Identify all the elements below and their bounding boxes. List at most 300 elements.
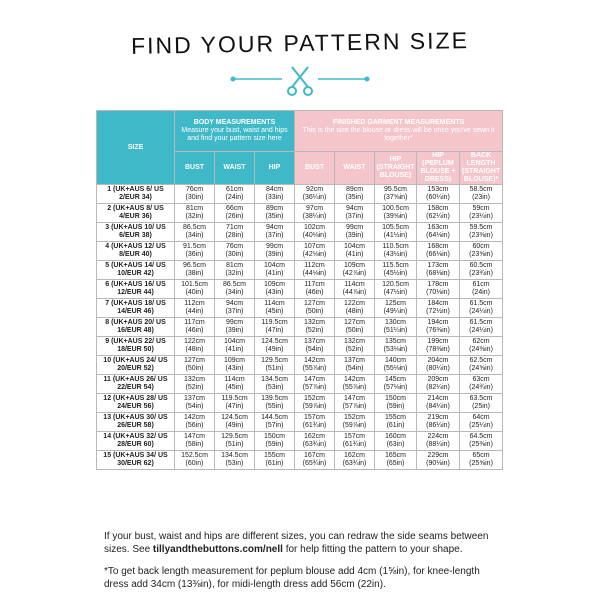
measurement-cm: 117cm: [184, 319, 205, 326]
measurement-in: (52in): [185, 384, 204, 391]
measurement-cm: 125cm: [385, 300, 407, 307]
measurement-in: (55⅞in): [342, 384, 367, 391]
measurement-cell: [295, 394, 335, 413]
measurement-in: (57⅛in): [383, 384, 408, 391]
measurement-cell: [295, 432, 335, 451]
measurement-cell: [460, 261, 503, 280]
measurement-cell: [295, 299, 335, 318]
table-row: [97, 204, 503, 223]
measurement-in: (23in): [472, 194, 490, 201]
measurement-in: (65¾in): [302, 460, 327, 467]
column-header: BUST: [175, 152, 215, 185]
body-measurements-desc: Measure your bust, waist and hips and find your pattern size here: [181, 127, 288, 142]
measurement-cell: [255, 318, 295, 337]
measurement-cell: [417, 394, 460, 413]
measurement-in: (50in): [345, 327, 364, 334]
measurement-in: (38¼in): [302, 213, 327, 220]
measurement-cm: 127cm: [183, 357, 205, 364]
measurement-cm: 104cm: [223, 338, 245, 345]
measurement-in: (53⅛in): [383, 346, 408, 353]
measurement-cell: [215, 185, 255, 204]
table-row: [97, 299, 503, 318]
measurement-in: (61¾in): [302, 422, 327, 429]
measurement-in: (61in): [265, 460, 284, 467]
measurement-in: (45in): [265, 308, 284, 315]
measurement-cell: [460, 223, 503, 242]
measurement-cm: 157cm: [304, 414, 326, 421]
measurement-cell: [295, 242, 335, 261]
measurement-in: (43in): [225, 365, 244, 372]
measurement-cm: 94cm: [225, 300, 244, 307]
measurement-cm: 229cm: [427, 452, 449, 459]
measurement-cm: 60.5cm: [469, 262, 493, 269]
measurement-in: (64⅛in): [426, 232, 450, 239]
measurement-in: (37in): [345, 213, 364, 220]
measurement-cm: 142cm: [304, 357, 326, 364]
measurement-in: (25⅝in): [469, 460, 493, 467]
measurement-cm: 86.5cm: [183, 224, 206, 231]
measurement-cell: [375, 318, 417, 337]
table-row: [97, 394, 503, 413]
measurement-cm: 65cm: [472, 452, 490, 459]
measurement-cell: [255, 451, 295, 470]
measurement-cell: [215, 432, 255, 451]
measurement-cell: [175, 185, 215, 204]
measurement-cell: [335, 356, 375, 375]
measurement-cm: 101.5cm: [181, 281, 208, 288]
fitting-link[interactable]: tillyandthebuttons.com/nell: [152, 544, 283, 555]
measurement-cell: [255, 375, 295, 394]
table-row: [97, 432, 503, 451]
measurement-in: (24¾in): [469, 384, 493, 391]
measurement-in: (24¼in): [469, 327, 493, 334]
table-row: [97, 451, 503, 470]
measurement-cell: [460, 299, 503, 318]
table-body: [97, 185, 503, 470]
measurement-in: (41½in): [383, 232, 408, 239]
body-measurements-title: BODY MEASUREMENTS: [193, 119, 276, 126]
measurement-in: (48in): [345, 308, 364, 315]
measurement-cell: [255, 413, 295, 432]
size-label: 3 (UK+AUS 10/ US 6/EUR 38): [97, 223, 175, 242]
measurement-cm: 132cm: [183, 376, 205, 383]
measurement-cell: [175, 280, 215, 299]
measurement-cm: 167cm: [304, 452, 326, 459]
measurement-cm: 135cm: [385, 338, 407, 345]
measurement-cm: 92cm: [305, 186, 324, 193]
measurement-cell: [215, 223, 255, 242]
measurement-cell: [417, 204, 460, 223]
measurement-cm: 163cm: [427, 224, 449, 231]
measurement-in: (59in): [265, 441, 284, 448]
body-measurements-header: [175, 111, 295, 152]
measurement-in: (56in): [185, 422, 204, 429]
measurement-cell: [215, 261, 255, 280]
measurement-cm: 96.5cm: [183, 262, 206, 269]
measurement-in: (46in): [305, 289, 324, 296]
measurement-cell: [335, 223, 375, 242]
measurement-in: (82¼in): [426, 384, 450, 391]
measurement-in: (24⅜in): [469, 346, 493, 353]
column-header: HIP (PEPLUM BLOUSE + DRESS): [417, 152, 460, 185]
measurement-cm: 60cm: [472, 243, 490, 250]
measurement-cm: 214cm: [427, 395, 449, 402]
measurement-cell: [417, 356, 460, 375]
measurement-cm: 150cm: [385, 395, 407, 402]
measurement-cm: 204cm: [427, 357, 449, 364]
measurement-cell: [460, 432, 503, 451]
measurement-in: (37in): [265, 232, 284, 239]
measurement-cell: [255, 280, 295, 299]
measurement-in: (35in): [265, 213, 284, 220]
measurement-cell: [335, 261, 375, 280]
measurement-cell: [295, 356, 335, 375]
measurement-cm: 124.5cm: [221, 414, 248, 421]
measurement-cm: 122cm: [344, 300, 366, 307]
measurement-cell: [375, 280, 417, 299]
measurement-cell: [175, 318, 215, 337]
page-title: FIND YOUR PATTERN SIZE: [130, 27, 470, 59]
measurement-in: (59⅞in): [302, 403, 327, 410]
measurement-cell: [215, 413, 255, 432]
measurement-cell: [215, 280, 255, 299]
measurement-in: (40⅛in): [302, 232, 327, 239]
table-row: [97, 337, 503, 356]
measurement-in: (40in): [185, 289, 204, 296]
measurement-in: (61in): [386, 422, 405, 429]
measurement-cm: 64.5cm: [469, 433, 493, 440]
column-header: WAIST: [335, 152, 375, 185]
measurement-cell: [417, 337, 460, 356]
size-label: 4 (UK+AUS 12/ US 8/EUR 40): [97, 242, 175, 261]
measurement-in: (51in): [225, 441, 244, 448]
measurement-cm: 62cm: [472, 338, 490, 345]
measurement-in: (28in): [225, 232, 244, 239]
fitting-note-text: If your bust, waist and hips are different sizes, you can redraw the side seams between sizes. See: [104, 531, 489, 555]
measurement-in: (24⅝in): [469, 365, 493, 372]
table-row: [97, 413, 503, 432]
measurement-in: (25¼in): [469, 422, 493, 429]
measurement-in: (25⅜in): [469, 441, 493, 448]
measurement-in: (36in): [185, 251, 204, 258]
measurement-in: (70⅛in): [426, 289, 450, 296]
table-row: [97, 261, 503, 280]
measurement-in: (54in): [305, 346, 324, 353]
back-length-note: *To get back length measurement for peplum blouse add 4cm (1⅝in), for knee-length dress add 34cm (13⅜in), for midi-length dress add 56cm (22in).: [104, 566, 480, 590]
measurement-in: (51¼in): [383, 327, 408, 334]
size-label: 7 (UK+AUS 18/ US 14/EUR 46): [97, 299, 175, 318]
measurement-cell: [417, 299, 460, 318]
measurement-cm: 127cm: [304, 300, 326, 307]
measurement-cell: [295, 223, 335, 242]
measurement-cell: [375, 451, 417, 470]
measurement-cell: [175, 223, 215, 242]
measurement-cm: 117cm: [304, 281, 325, 288]
measurement-cm: 130cm: [385, 319, 407, 326]
measurement-cm: 168cm: [427, 243, 449, 250]
measurement-in: (24in): [225, 194, 244, 201]
measurement-in: (78⅜in): [426, 346, 450, 353]
measurement-cell: [417, 413, 460, 432]
measurement-in: (49in): [265, 346, 284, 353]
measurement-cell: [375, 299, 417, 318]
measurement-cell: [460, 204, 503, 223]
finished-garment-desc: This is the size the blouse or dress will be once you've sewn it together*: [302, 127, 495, 142]
measurement-in: (76⅜in): [426, 327, 450, 334]
measurement-cm: 134.5cm: [221, 452, 248, 459]
measurement-in: (80¼in): [426, 365, 450, 372]
measurement-in: (53in): [265, 384, 284, 391]
measurement-cm: 59cm: [472, 205, 490, 212]
measurement-cell: [335, 451, 375, 470]
table-row: [97, 280, 503, 299]
column-header: HIP (STRAIGHT BLOUSE): [375, 152, 417, 185]
measurement-cell: [215, 318, 255, 337]
measurement-cell: [215, 204, 255, 223]
measurement-cell: [295, 280, 335, 299]
measurement-in: (44⅞in): [342, 289, 367, 296]
fitting-note: [104, 530, 504, 556]
measurement-cm: 132cm: [344, 338, 366, 345]
measurement-cm: 137cm: [183, 395, 205, 402]
measurement-cell: [175, 337, 215, 356]
measurement-cell: [417, 261, 460, 280]
measurement-cm: 99cm: [345, 224, 364, 231]
size-label: 9 (UK+AUS 22/ US 18/EUR 50): [97, 337, 175, 356]
column-header: HIP: [255, 152, 295, 185]
measurement-in: (54in): [345, 365, 364, 372]
measurement-cm: 99cm: [265, 243, 284, 250]
measurement-cm: 109cm: [344, 262, 366, 269]
measurement-cell: [255, 261, 295, 280]
measurement-cm: 137cm: [304, 338, 326, 345]
measurement-cell: [335, 299, 375, 318]
measurement-in: (50in): [305, 308, 324, 315]
measurement-cell: [375, 261, 417, 280]
measurement-in: (36¼in): [302, 194, 327, 201]
measurement-cm: 115.5cm: [382, 262, 409, 269]
measurement-cm: 140cm: [385, 357, 407, 364]
measurement-cm: 162cm: [304, 433, 326, 440]
measurement-in: (63¾in): [342, 460, 367, 467]
measurement-cm: 114cm: [344, 281, 365, 288]
measurement-cell: [295, 204, 335, 223]
size-label: 14 (UK+AUS 32/ US 28/EUR 60): [97, 432, 175, 451]
measurement-cell: [335, 280, 375, 299]
measurement-cell: [295, 451, 335, 470]
measurement-cell: [175, 356, 215, 375]
measurement-in: (48in): [185, 346, 204, 353]
measurement-cm: 94cm: [265, 224, 284, 231]
measurement-cm: 178cm: [427, 281, 449, 288]
measurement-in: (39in): [345, 232, 364, 239]
measurement-cell: [175, 261, 215, 280]
measurement-cm: 120.5cm: [382, 281, 409, 288]
size-header: SIZE: [97, 111, 175, 185]
measurement-cm: 147cm: [344, 395, 366, 402]
measurement-cell: [215, 451, 255, 470]
measurement-cm: 152cm: [344, 414, 366, 421]
measurement-cell: [215, 337, 255, 356]
measurement-cell: [295, 261, 335, 280]
measurement-in: (68⅛in): [426, 270, 450, 277]
measurement-cell: [295, 185, 335, 204]
measurement-cell: [295, 413, 335, 432]
size-label: 8 (UK+AUS 20/ US 16/EUR 48): [97, 318, 175, 337]
measurement-in: (39in): [225, 327, 244, 334]
measurement-cm: 124.5cm: [261, 338, 288, 345]
measurement-in: (34in): [225, 289, 244, 296]
measurement-cell: [460, 451, 503, 470]
measurement-in: (57in): [265, 422, 284, 429]
measurement-in: (32in): [185, 213, 204, 220]
size-label: 15 (UK+AUS 34/ US 30/EUR 62): [97, 451, 175, 470]
measurement-cm: 66cm: [225, 205, 244, 212]
measurement-cell: [460, 337, 503, 356]
measurement-cm: 76cm: [225, 243, 244, 250]
measurement-in: (62¼in): [426, 213, 450, 220]
measurement-cm: 129.5cm: [261, 357, 288, 364]
measurement-in: (51in): [265, 365, 284, 372]
measurement-cm: 165cm: [385, 452, 407, 459]
measurement-in: (45in): [225, 384, 244, 391]
measurement-cm: 114cm: [264, 300, 285, 307]
measurement-cm: 112cm: [184, 300, 205, 307]
measurement-cell: [295, 337, 335, 356]
measurement-cell: [335, 413, 375, 432]
column-header: BACK LENGTH (STRAIGHT BLOUSE)*: [460, 152, 503, 185]
measurement-in: (42⅞in): [342, 270, 367, 277]
measurement-in: (60¼in): [426, 194, 450, 201]
measurement-in: (60in): [185, 460, 204, 467]
measurement-cm: 112cm: [304, 262, 325, 269]
measurement-in: (49in): [225, 422, 244, 429]
measurement-in: (61¾in): [342, 441, 367, 448]
measurement-cm: 107cm: [304, 243, 326, 250]
table-row: [97, 242, 503, 261]
table-row: [97, 223, 503, 242]
measurement-cm: 97cm: [305, 205, 324, 212]
measurement-cm: 119.5cm: [261, 319, 288, 326]
measurement-cell: [375, 185, 417, 204]
measurement-cell: [375, 375, 417, 394]
measurement-cell: [255, 356, 295, 375]
measurement-cell: [417, 280, 460, 299]
measurement-cm: 194cm: [427, 319, 449, 326]
measurement-cm: 84cm: [265, 186, 284, 193]
measurement-cell: [215, 394, 255, 413]
measurement-cell: [335, 394, 375, 413]
pattern-size-table: [96, 110, 503, 470]
measurement-in: (54in): [185, 403, 204, 410]
size-label: 5 (UK+AUS 14/ US 10/EUR 42): [97, 261, 175, 280]
measurement-in: (23⅝in): [469, 251, 493, 258]
measurement-cell: [417, 375, 460, 394]
measurement-cm: 100.5cm: [382, 205, 409, 212]
measurement-in: (49¼in): [383, 308, 408, 315]
table-row: [97, 318, 503, 337]
measurement-cm: 61.5cm: [469, 300, 493, 307]
measurement-cm: 152cm: [304, 395, 326, 402]
measurement-cell: [460, 394, 503, 413]
measurement-cm: 150cm: [264, 433, 286, 440]
measurement-cm: 109cm: [264, 281, 286, 288]
measurement-cell: [175, 242, 215, 261]
measurement-cm: 152.5cm: [181, 452, 208, 459]
measurement-cell: [255, 223, 295, 242]
measurement-in: (45½in): [383, 270, 408, 277]
measurement-cm: 158cm: [427, 205, 449, 212]
measurement-in: (37in): [225, 308, 244, 315]
measurement-cm: 122cm: [183, 338, 205, 345]
measurement-cm: 145cm: [385, 376, 407, 383]
measurement-cell: [335, 204, 375, 223]
measurement-cell: [175, 375, 215, 394]
measurement-in: (26in): [225, 213, 244, 220]
measurement-cm: 134.5cm: [261, 376, 288, 383]
scissors-divider: [230, 64, 370, 98]
measurement-cell: [295, 375, 335, 394]
measurement-in: (41in): [225, 346, 244, 353]
size-label: 1 (UK+AUS 6/ US 2/EUR 34): [97, 185, 175, 204]
measurement-cell: [375, 223, 417, 242]
measurement-cm: 89cm: [345, 186, 364, 193]
fitting-note-text-end: for help fitting the pattern to your shape.: [282, 544, 463, 555]
measurement-cm: 119.5cm: [221, 395, 248, 402]
measurement-cm: 76cm: [185, 186, 204, 193]
measurement-cm: 89cm: [265, 205, 284, 212]
measurement-cm: 155cm: [264, 452, 286, 459]
measurement-in: (59in): [386, 403, 405, 410]
measurement-cm: 81cm: [225, 262, 244, 269]
measurement-cm: 91.5cm: [183, 243, 206, 250]
measurement-in: (47in): [265, 327, 284, 334]
measurement-cell: [460, 280, 503, 299]
measurement-cm: 199cm: [427, 338, 449, 345]
measurement-in: (59⅞in): [342, 422, 367, 429]
measurement-cell: [175, 413, 215, 432]
measurement-cell: [460, 413, 503, 432]
measurement-cm: 137cm: [344, 357, 366, 364]
measurement-cm: 86.5cm: [223, 281, 246, 288]
measurement-cell: [335, 432, 375, 451]
measurement-cell: [417, 451, 460, 470]
size-label: 6 (UK+AUS 16/ US 12/EUR 44): [97, 280, 175, 299]
measurement-in: (30in): [185, 194, 204, 201]
measurement-cm: 63.5cm: [469, 395, 493, 402]
measurement-in: (44in): [185, 308, 204, 315]
measurement-in: (66⅛in): [426, 251, 450, 258]
measurement-cm: 110.5cm: [382, 243, 409, 250]
measurement-in: (41in): [265, 270, 284, 277]
measurement-in: (30in): [225, 251, 244, 258]
measurement-cell: [335, 375, 375, 394]
measurement-in: (35in): [345, 194, 364, 201]
measurement-cm: 61.5cm: [469, 319, 493, 326]
measurement-in: (33in): [265, 194, 284, 201]
measurement-cell: [255, 394, 295, 413]
measurement-cm: 219cm: [427, 414, 449, 421]
measurement-in: (47in): [225, 403, 244, 410]
measurement-cm: 61cm: [472, 281, 490, 288]
size-label: 10 (UK+AUS 24/ US 20/EUR 52): [97, 356, 175, 375]
measurement-cell: [417, 185, 460, 204]
size-label: 2 (UK+AUS 8/ US 4/EUR 36): [97, 204, 175, 223]
measurement-cell: [175, 204, 215, 223]
measurement-cm: 147cm: [304, 376, 326, 383]
measurement-cm: 99cm: [225, 319, 244, 326]
measurement-cell: [417, 242, 460, 261]
